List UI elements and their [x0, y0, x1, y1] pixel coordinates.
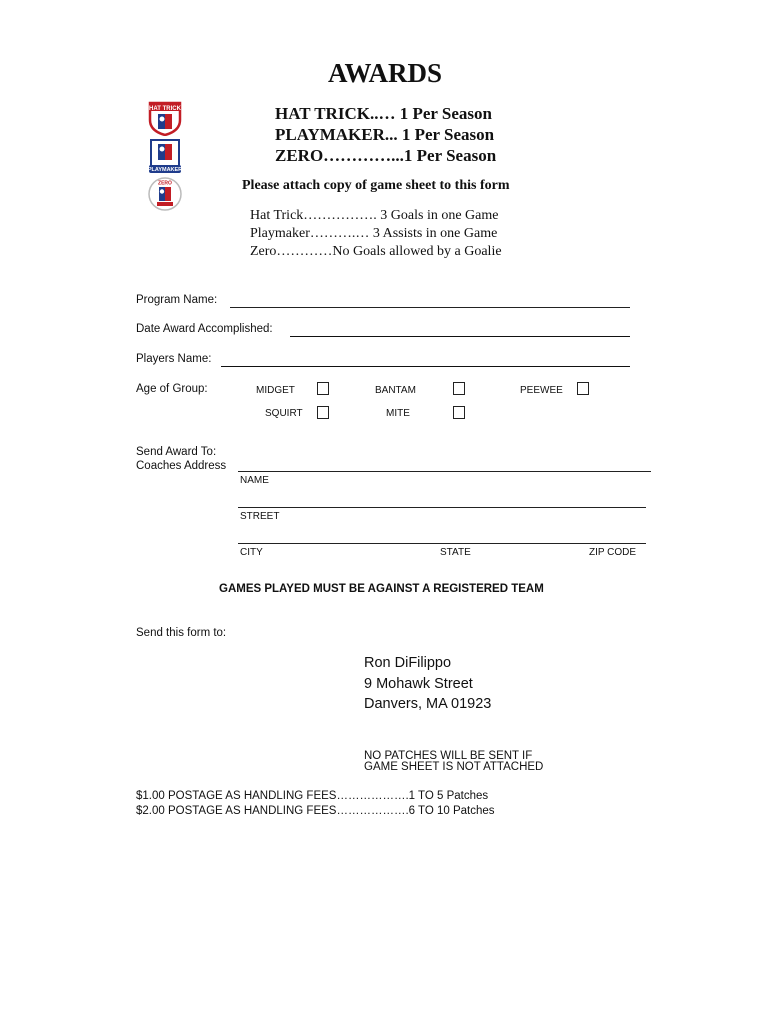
definition-playmaker: Playmaker……….… 3 Assists in one Game — [250, 226, 498, 241]
award-playmaker: PLAYMAKER... 1 Per Season — [275, 125, 495, 144]
mite-checkbox[interactable] — [453, 406, 465, 419]
address-city: Danvers, MA 01923 — [364, 696, 492, 712]
bantam-checkbox[interactable] — [453, 382, 465, 395]
send-form-label: Send this form to: — [136, 627, 227, 639]
definition-hat-trick: Hat Trick……………. 3 Goals in one Game — [250, 208, 499, 223]
name-field[interactable] — [238, 471, 651, 472]
attach-note: Please attach copy of game sheet to this form — [242, 178, 510, 193]
fee-6-to-10: $2.00 POSTAGE AS HANDLING FEES……………….6 TO 10 Patches — [136, 805, 495, 817]
definition-zero: Zero…………No Goals allowed by a Goalie — [250, 244, 502, 259]
peewee-checkbox[interactable] — [577, 382, 589, 395]
fee-1-to-5: $1.00 POSTAGE AS HANDLING FEES……………….1 TO 5 Patches — [136, 790, 489, 802]
zip-caption: ZIP CODE — [589, 547, 637, 558]
midget-checkbox[interactable] — [317, 382, 329, 395]
name-caption: NAME — [240, 475, 269, 486]
patch-note-line2: GAME SHEET IS NOT ATTACHED — [364, 761, 544, 773]
page-title: AWARDS — [327, 58, 443, 88]
players-name-label: Players Name: — [136, 353, 212, 365]
address-name: Ron DiFilippo — [364, 655, 452, 671]
option-mite-label: MITE — [386, 408, 410, 419]
send-award-label: Send Award To: — [136, 446, 217, 458]
option-bantam-label: BANTAM — [375, 385, 416, 396]
playmaker-badge-icon — [147, 138, 183, 174]
state-caption: STATE — [440, 547, 471, 558]
coaches-address-label: Coaches Address — [136, 460, 227, 472]
street-field[interactable] — [238, 507, 646, 508]
city-caption: CITY — [240, 547, 263, 558]
badge-label: PLAYMAKER — [147, 167, 183, 173]
age-group-label: Age of Group: — [136, 383, 208, 395]
city-state-zip-field[interactable] — [238, 543, 646, 544]
squirt-checkbox[interactable] — [317, 406, 329, 419]
award-zero: ZERO…………...1 Per Season — [275, 146, 497, 165]
option-midget-label: MIDGET — [256, 385, 295, 396]
option-peewee-label: PEEWEE — [520, 385, 563, 396]
award-hat-trick: HAT TRICK..… 1 Per Season — [275, 104, 492, 123]
players-name-field[interactable] — [221, 366, 630, 367]
registered-team-note: GAMES PLAYED MUST BE AGAINST A REGISTERED TEAM — [219, 583, 544, 595]
program-name-label: Program Name: — [136, 294, 218, 306]
program-name-field[interactable] — [230, 307, 630, 308]
hat-trick-badge-icon — [147, 100, 183, 136]
zero-badge-icon — [147, 176, 183, 212]
date-award-label: Date Award Accomplished: — [136, 323, 273, 335]
street-caption: STREET — [240, 511, 280, 522]
patch-note-line1: NO PATCHES WILL BE SENT IF — [364, 750, 533, 762]
badge-label: ZERO — [158, 180, 172, 187]
badge-label: HAT TRICK — [149, 105, 181, 112]
address-street: 9 Mohawk Street — [364, 676, 473, 692]
option-squirt-label: SQUIRT — [265, 408, 303, 419]
date-award-field[interactable] — [290, 336, 630, 337]
